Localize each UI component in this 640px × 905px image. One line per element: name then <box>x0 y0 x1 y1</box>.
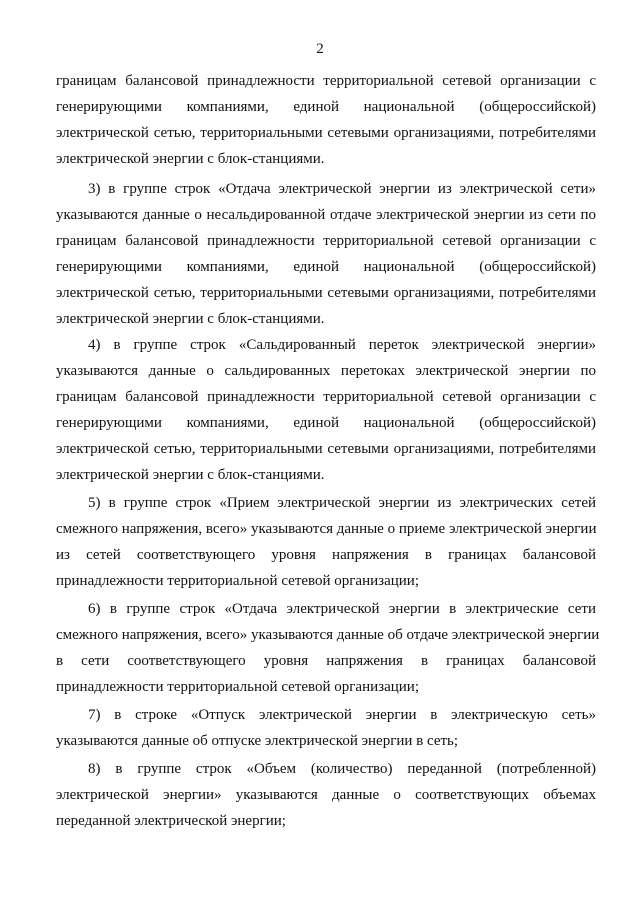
text-line: электрической сетью, территориальными сетевыми организациями, потребителями <box>56 441 596 457</box>
text-line: электрической энергии» указываются данные о соответствующих объемах <box>56 787 596 803</box>
page-number: 2 <box>316 41 324 57</box>
text-line: генерирующими компаниями, единой национальной (общероссийской) <box>56 99 596 115</box>
text-line: генерирующими компаниями, единой национальной (общероссийской) <box>56 415 596 431</box>
text-line: указываются данные о несальдированной отдаче электрической энергии из сети по <box>56 207 596 223</box>
text-line: из сетей соответствующего уровня напряжения в границах балансовой <box>56 547 596 563</box>
text-line: генерирующими компаниями, единой национальной (общероссийской) <box>56 259 596 275</box>
text-line: смежного напряжения, всего» указываются данные о приеме электрической энергии <box>56 521 597 537</box>
text-line: переданной электрической энергии; <box>56 813 286 829</box>
text-line: указываются данные о сальдированных перетоках электрической энергии по <box>56 363 596 379</box>
text-line: 6) в группе строк «Отдача электрической энергии в электрические сети <box>88 601 596 617</box>
text-line: указываются данные об отпуске электрической энергии в сеть; <box>56 733 459 749</box>
text-line: электрической энергии с блок-станциями. <box>56 467 325 483</box>
text-line: в сети соответствующего уровня напряжения в границах балансовой <box>56 653 596 669</box>
text-line: 5) в группе строк «Прием электрической энергии из электрических сетей <box>88 495 596 511</box>
text-line: 7) в строке «Отпуск электрической энергии в электрическую сеть» <box>88 707 596 723</box>
text-line: принадлежности территориальной сетевой организации; <box>56 573 419 589</box>
text-line: смежного напряжения, всего» указываются данные об отдаче электрической энергии <box>56 627 600 643</box>
text-line: 8) в группе строк «Объем (количество) переданной (потребленной) <box>88 761 596 777</box>
text-line: электрической энергии с блок-станциями. <box>56 311 325 327</box>
text-line: электрической сетью, территориальными сетевыми организациями, потребителями <box>56 125 596 141</box>
text-line: принадлежности территориальной сетевой организации; <box>56 679 419 695</box>
text-line: 3) в группе строк «Отдача электрической энергии из электрической сети» <box>88 181 596 197</box>
text-line: 4) в группе строк «Сальдированный переток электрической энергии» <box>88 337 596 353</box>
text-line: границам балансовой принадлежности территориальной сетевой организации с <box>56 73 596 89</box>
text-line: электрической сетью, территориальными сетевыми организациями, потребителями <box>56 285 596 301</box>
text-line: границам балансовой принадлежности территориальной сетевой организации с <box>56 233 596 249</box>
text-line: границам балансовой принадлежности территориальной сетевой организации с <box>56 389 596 405</box>
text-line: электрической энергии с блок-станциями. <box>56 151 325 167</box>
